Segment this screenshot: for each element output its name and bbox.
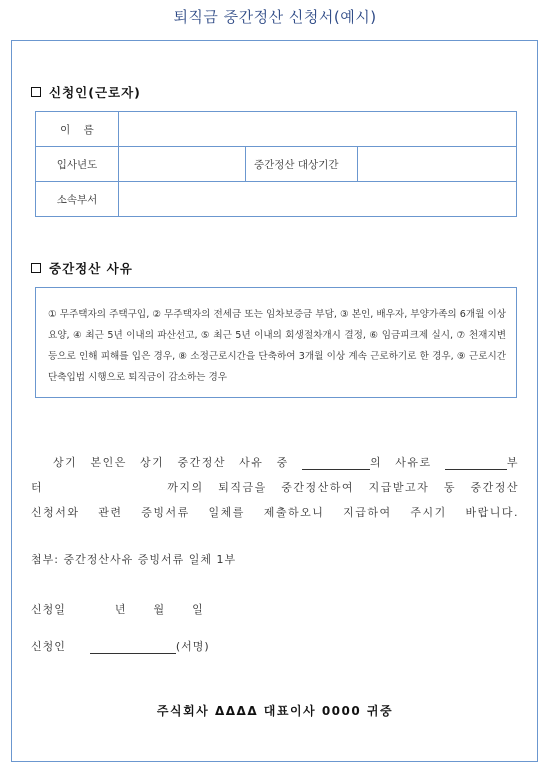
page-title: 퇴직금 중간정산 신청서(예시) — [173, 8, 377, 26]
period-label: 중간정산 대상기간 — [246, 147, 358, 182]
reason-list-box: ① 무주택자의 주택구입, ② 무주택자의 전세금 또는 임차보증금 부담, ③ 본인, 배우자, 부양가족의 6개월 이상 요양, ④ 최근 5년 이내의 파산선고, ⑤ 최근 5년 이내의 회생절차개시 결정, ⑥ 임금피크제 실시, ⑦ 천재지변 등으로 인해 피해를 입은 경우, ⑧ 소정근로시간을 단축하여 3개월 이상 계속 근로하기로 한 경우, ⑨ 근로시간 단축입법 시행으로 퇴직금이 감소하는 경우 — [35, 287, 517, 398]
checkbox-square-icon — [31, 87, 41, 97]
table-row — [36, 147, 517, 182]
date-label: 신청일 — [31, 603, 66, 616]
period-start-blank[interactable] — [445, 457, 507, 470]
join-year-label: 입사년도 — [36, 147, 119, 182]
addressee-line: 주식회사 ΔΔΔΔ 대표이사 0000 귀중 — [156, 704, 394, 718]
signer-label: 신청인 — [31, 640, 66, 653]
table-row — [36, 112, 517, 147]
signature-suffix: (서명) — [175, 640, 210, 653]
day-label: 일 — [192, 603, 204, 616]
join-year-value-cell[interactable] — [119, 147, 246, 182]
applicant-section-heading — [31, 83, 141, 101]
name-label: 이 름 — [36, 112, 119, 147]
applicant-heading-text: 신청인(근로자) — [49, 85, 141, 100]
month-label: 월 — [153, 603, 166, 616]
year-label: 년 — [114, 603, 127, 616]
paragraph-line-2: 터 까지의 퇴직금을 중간정산하여 지급받고자 동 중간정산 — [31, 481, 520, 494]
signature-blank[interactable] — [90, 641, 176, 654]
request-paragraph — [31, 450, 519, 525]
attachment-line: 첨부: 중간정산사유 증빙서류 일체 1부 — [31, 553, 237, 566]
name-value-cell[interactable] — [119, 112, 517, 147]
paragraph-line-1: 상기 본인은 상기 중간정산 사유 중 의 사유로 부 — [53, 456, 519, 469]
table-row — [36, 182, 517, 217]
reason-blank[interactable] — [302, 457, 370, 470]
department-label: 소속부서 — [36, 182, 119, 217]
date-line — [31, 601, 204, 617]
period-value-cell[interactable] — [358, 147, 517, 182]
reason-section-heading — [31, 259, 133, 277]
checkbox-square-icon — [31, 263, 41, 273]
department-value-cell[interactable] — [119, 182, 517, 217]
paragraph-line-3: 신청서와 관련 증빙서류 일체를 제출하오니 지급하여 주시기 바랍니다. — [31, 506, 519, 519]
reason-heading-text: 중간정산 사유 — [49, 261, 133, 276]
applicant-table — [35, 111, 517, 217]
signature-line — [31, 638, 210, 654]
